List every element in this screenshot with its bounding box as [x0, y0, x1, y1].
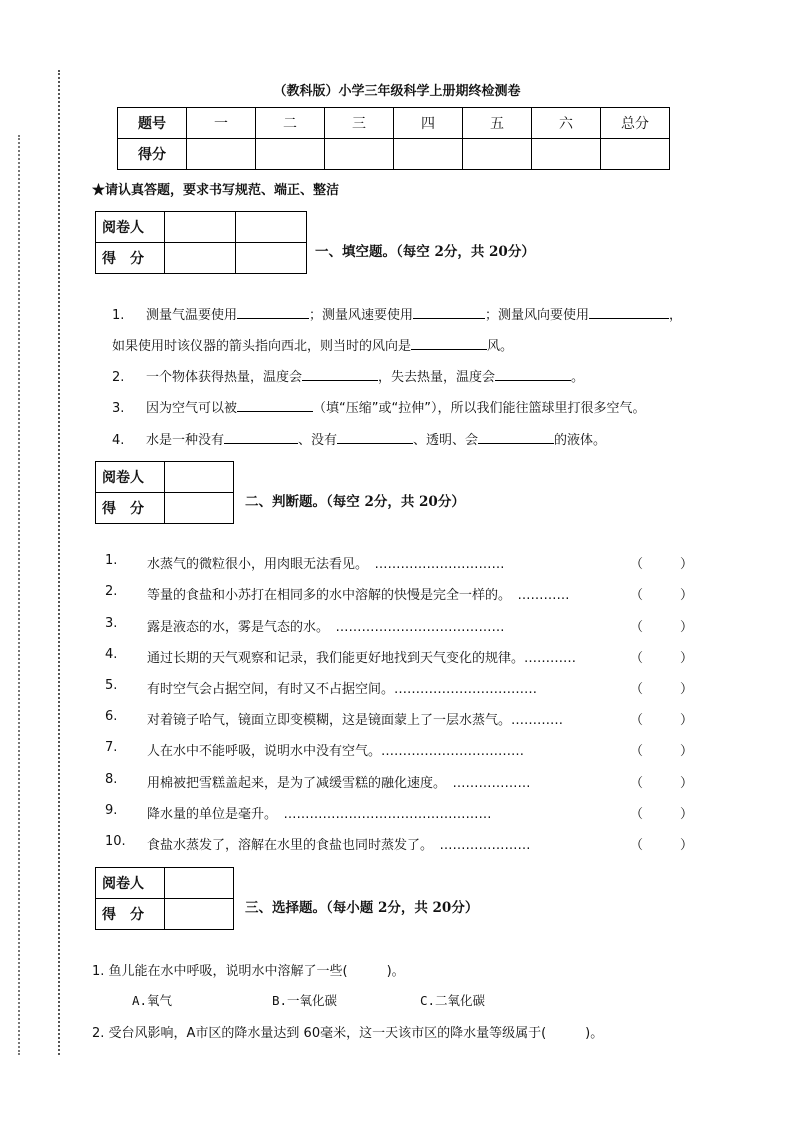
answer-paren-open[interactable]: （ [630, 744, 644, 759]
answer-paren-close: ） [680, 557, 694, 572]
judge-item [105, 553, 695, 571]
answer-paren-open[interactable]: （ [630, 557, 644, 572]
question-number: 9. [105, 803, 118, 818]
reviewer-label: 阅卷人 [96, 462, 165, 493]
question-text: 风。 [487, 339, 514, 354]
score-input-cell[interactable] [463, 139, 532, 170]
question-text: 降水量的单位是毫升。 ………………………………………… [147, 807, 492, 822]
question-number: 6. [105, 709, 118, 724]
mcq-option-b[interactable]: B.一氧化碳 [272, 993, 338, 1008]
question-number: 3. [105, 616, 118, 631]
question-text: 、透明、会 [413, 433, 479, 448]
score-input-cell[interactable] [394, 139, 463, 170]
question-text: 水是一种没有 [146, 433, 225, 448]
answer-blank[interactable] [478, 431, 554, 444]
judge-item [105, 647, 695, 665]
question-text: 。 [571, 370, 585, 385]
answer-blank[interactable] [589, 306, 669, 319]
answer-blank[interactable] [337, 431, 413, 444]
question-number: 2. [105, 584, 118, 599]
question-text: 一个物体获得热量，温度会 [146, 370, 303, 385]
answer-blank[interactable] [237, 306, 309, 319]
reviewer-box-3 [95, 867, 234, 930]
fill-question-3 [112, 397, 645, 416]
question-text: （填“压缩”或“拉伸”），所以我们能往篮球里打很多空气。 [313, 401, 646, 416]
answer-blank[interactable] [224, 431, 298, 444]
question-text: 露是液态的水，雾是气态的水。 ………………………………… [147, 620, 505, 635]
question-number: 7. [105, 740, 118, 755]
answer-paren-close: ） [680, 838, 694, 853]
score-table-header-row [118, 108, 670, 139]
answer-paren-open[interactable]: （ [630, 807, 644, 822]
question-text: 通过长期的天气观察和记录，我们能更好地找到天气变化的规律。………… [147, 651, 577, 666]
score-header-cell: 总分 [601, 108, 670, 139]
score-header-cell: 二 [256, 108, 325, 139]
answer-paren-close: ） [680, 744, 694, 759]
binding-line [58, 70, 60, 1055]
score-label: 得 分 [96, 243, 165, 274]
judge-item [105, 803, 695, 821]
section3-title: 三、选择题。（每小题 2分，共 20分） [245, 900, 479, 916]
question-text: 的液体。 [554, 433, 607, 448]
question-text: 测量气温要使用 [146, 308, 238, 323]
question-number: 8. [105, 772, 118, 787]
reviewer-box-1 [95, 211, 307, 274]
mcq-question-1: 1. 鱼儿能在水中呼吸，说明水中溶解了一些( )。 [92, 964, 405, 979]
judge-item [105, 678, 695, 696]
section2-title: 二、判断题。（每空 2分，共 20分） [245, 494, 465, 510]
fill-question-1 [112, 304, 682, 323]
reviewer-input[interactable] [236, 212, 307, 243]
answer-paren-open[interactable]: （ [630, 776, 644, 791]
binding-line-outer [18, 135, 20, 1055]
score-input[interactable] [165, 493, 234, 524]
answer-paren-close: ） [680, 713, 694, 728]
question-text: 用棉被把雪糕盖起来，是为了减缓雪糕的融化速度。 ……………… [147, 776, 531, 791]
score-input-cell[interactable] [601, 139, 670, 170]
answer-paren-close: ） [680, 682, 694, 697]
question-text: 食盐水蒸发了，溶解在水里的食盐也同时蒸发了。 ………………… [147, 838, 531, 853]
question-number: 1. [112, 308, 125, 323]
reviewer-input[interactable] [165, 868, 234, 899]
score-input-cell[interactable] [256, 139, 325, 170]
score-header-cell: 一 [187, 108, 256, 139]
mcq-question-2: 2. 受台风影响，A市区的降水量达到 60毫米，这一天该市区的降水量等级属于( )。 [92, 1026, 604, 1041]
judge-item [105, 709, 695, 727]
judge-item [105, 616, 695, 634]
question-text: 、没有 [298, 433, 338, 448]
score-header-cell: 题号 [118, 108, 187, 139]
answer-paren-open[interactable]: （ [630, 588, 644, 603]
question-text: 因为空气可以被 [146, 401, 238, 416]
mcq-option-c[interactable]: C.二氧化碳 [420, 993, 486, 1008]
answer-paren-open[interactable]: （ [630, 838, 644, 853]
question-text: 有时空气会占据空间，有时又不占据空间。…………………………… [147, 682, 538, 697]
reviewer-label: 阅卷人 [96, 868, 165, 899]
answer-blank[interactable] [413, 306, 485, 319]
question-text: ，失去热量，温度会 [378, 370, 496, 385]
fill-question-4 [112, 429, 606, 448]
reviewer-box-2 [95, 461, 234, 524]
question-text: ；测量风向要使用 [485, 308, 590, 323]
question-text: 如果使用时该仪器的箭头指向西北，则当时的风向是 [112, 339, 412, 354]
score-table-score-row [118, 139, 670, 170]
score-table [117, 107, 670, 170]
answer-paren-close: ） [680, 620, 694, 635]
score-input-cell[interactable] [325, 139, 394, 170]
answer-paren-open[interactable]: （ [630, 651, 644, 666]
score-header-cell: 四 [394, 108, 463, 139]
score-label: 得 分 [96, 899, 165, 930]
answer-blank[interactable] [495, 368, 571, 381]
answer-blank[interactable] [302, 368, 378, 381]
mcq-option-a[interactable]: A.氧气 [132, 993, 173, 1008]
answer-paren-close: ） [680, 807, 694, 822]
fill-question-2 [112, 366, 584, 385]
score-input-cell[interactable] [187, 139, 256, 170]
answer-paren-open[interactable]: （ [630, 713, 644, 728]
exam-title: （教科版）小学三年级科学上册期终检测卷 [273, 84, 521, 99]
answer-blank[interactable] [237, 399, 313, 412]
score-row-label: 得分 [118, 139, 187, 170]
question-number: 5. [105, 678, 118, 693]
question-text: 水蒸气的微粒很小，用肉眼无法看见。 ………………………… [147, 557, 505, 572]
question-number: 3. [112, 401, 125, 416]
fill-question-1-line2 [112, 335, 513, 354]
answer-paren-close: ） [680, 651, 694, 666]
answer-paren-close: ） [680, 588, 694, 603]
score-input[interactable] [165, 899, 234, 930]
question-number: 4. [105, 647, 118, 662]
score-header-cell: 三 [325, 108, 394, 139]
question-text: ；测量风速要使用 [309, 308, 414, 323]
score-input[interactable] [236, 243, 307, 274]
reviewer-input[interactable] [165, 212, 236, 243]
question-text: 对着镜子哈气，镜面立即变模糊，这是镜面蒙上了一层水蒸气。………… [147, 713, 564, 728]
judge-item [105, 584, 695, 602]
question-text: 等量的食盐和小苏打在相同多的水中溶解的快慢是完全一样的。 ………… [147, 588, 570, 603]
question-text: 人在水中不能呼吸，说明水中没有空气。…………………………… [147, 744, 525, 759]
judge-item [105, 772, 695, 790]
answer-paren-open[interactable]: （ [630, 620, 644, 635]
score-header-cell: 六 [532, 108, 601, 139]
score-input-cell[interactable] [532, 139, 601, 170]
reviewer-label: 阅卷人 [96, 212, 165, 243]
question-number: 1. [105, 553, 118, 568]
question-text: ， [669, 308, 683, 323]
question-number: 4. [112, 433, 125, 448]
section1-title: 一、填空题。（每空 2分，共 20分） [315, 244, 535, 260]
judge-item [105, 834, 695, 852]
score-label: 得 分 [96, 493, 165, 524]
score-header-cell: 五 [463, 108, 532, 139]
answer-blank[interactable] [411, 337, 487, 350]
judge-item [105, 740, 695, 758]
question-number: 10. [105, 834, 126, 849]
answer-paren-open[interactable]: （ [630, 682, 644, 697]
reviewer-input[interactable] [165, 462, 234, 493]
question-number: 2. [112, 370, 125, 385]
notice-text: ★请认真答题，要求书写规范、端正、整洁 [92, 183, 340, 198]
score-input[interactable] [165, 243, 236, 274]
answer-paren-close: ） [680, 776, 694, 791]
